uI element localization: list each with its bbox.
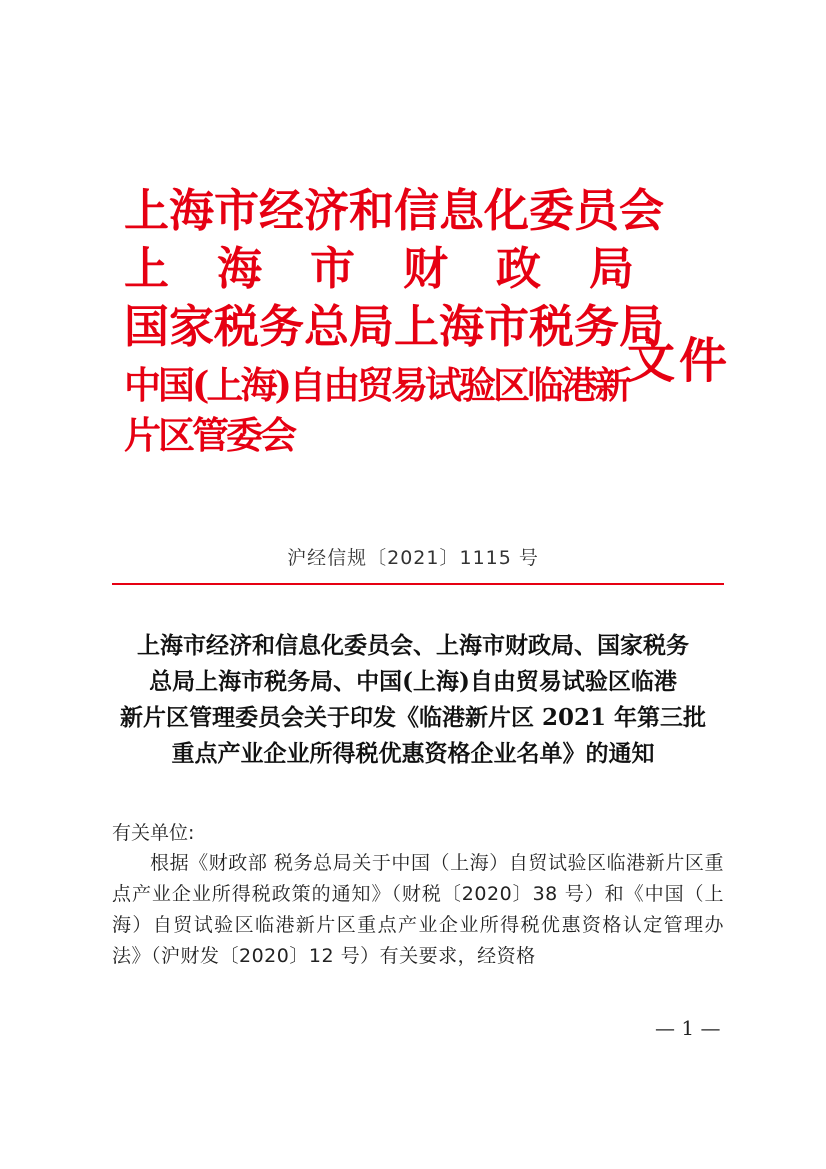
salutation: 有关单位: <box>112 822 195 844</box>
title-line-2: 总局上海市税务局、中国(上海)自由贸易试验区临港 <box>149 668 677 695</box>
page-number: — 1 — <box>655 1016 721 1040</box>
issuer-line-3: 国家税务总局上海市税务局 <box>124 300 665 353</box>
issuer-line-1: 上海市经济和信息化委员会 <box>124 184 665 237</box>
title-line-4: 重点产业企业所得税优惠资格企业名单》的通知 <box>171 740 655 767</box>
issuer-line-2: 上海市财政局 <box>124 242 634 295</box>
document-number: 沪经信规〔2021〕1115 号 <box>287 547 539 569</box>
document-type-label: 文件 <box>627 333 732 389</box>
red-separator-line <box>112 583 724 585</box>
issuer-block <box>124 182 665 460</box>
issuer-line-4: 中国(上海)自由贸易试验区临港新片区管委会 <box>124 363 630 457</box>
body-paragraph: 根据《财政部 税务总局关于中国（上海）自贸试验区临港新片区重点产业企业所得税政策的通知》（财税〔2020〕38 号）和《中国（上海）自贸试验区临港新片区重点产业企业所得税优惠资格认定管理办法》（沪财发〔2020〕12 号）有关要求，经资格 <box>112 852 724 967</box>
title-line-3: 新片区管理委员会关于印发《临港新片区 2021 年第三批 <box>119 704 707 731</box>
title-line-1: 上海市经济和信息化委员会、上海市财政局、国家税务 <box>137 632 689 659</box>
document-title <box>110 628 716 772</box>
